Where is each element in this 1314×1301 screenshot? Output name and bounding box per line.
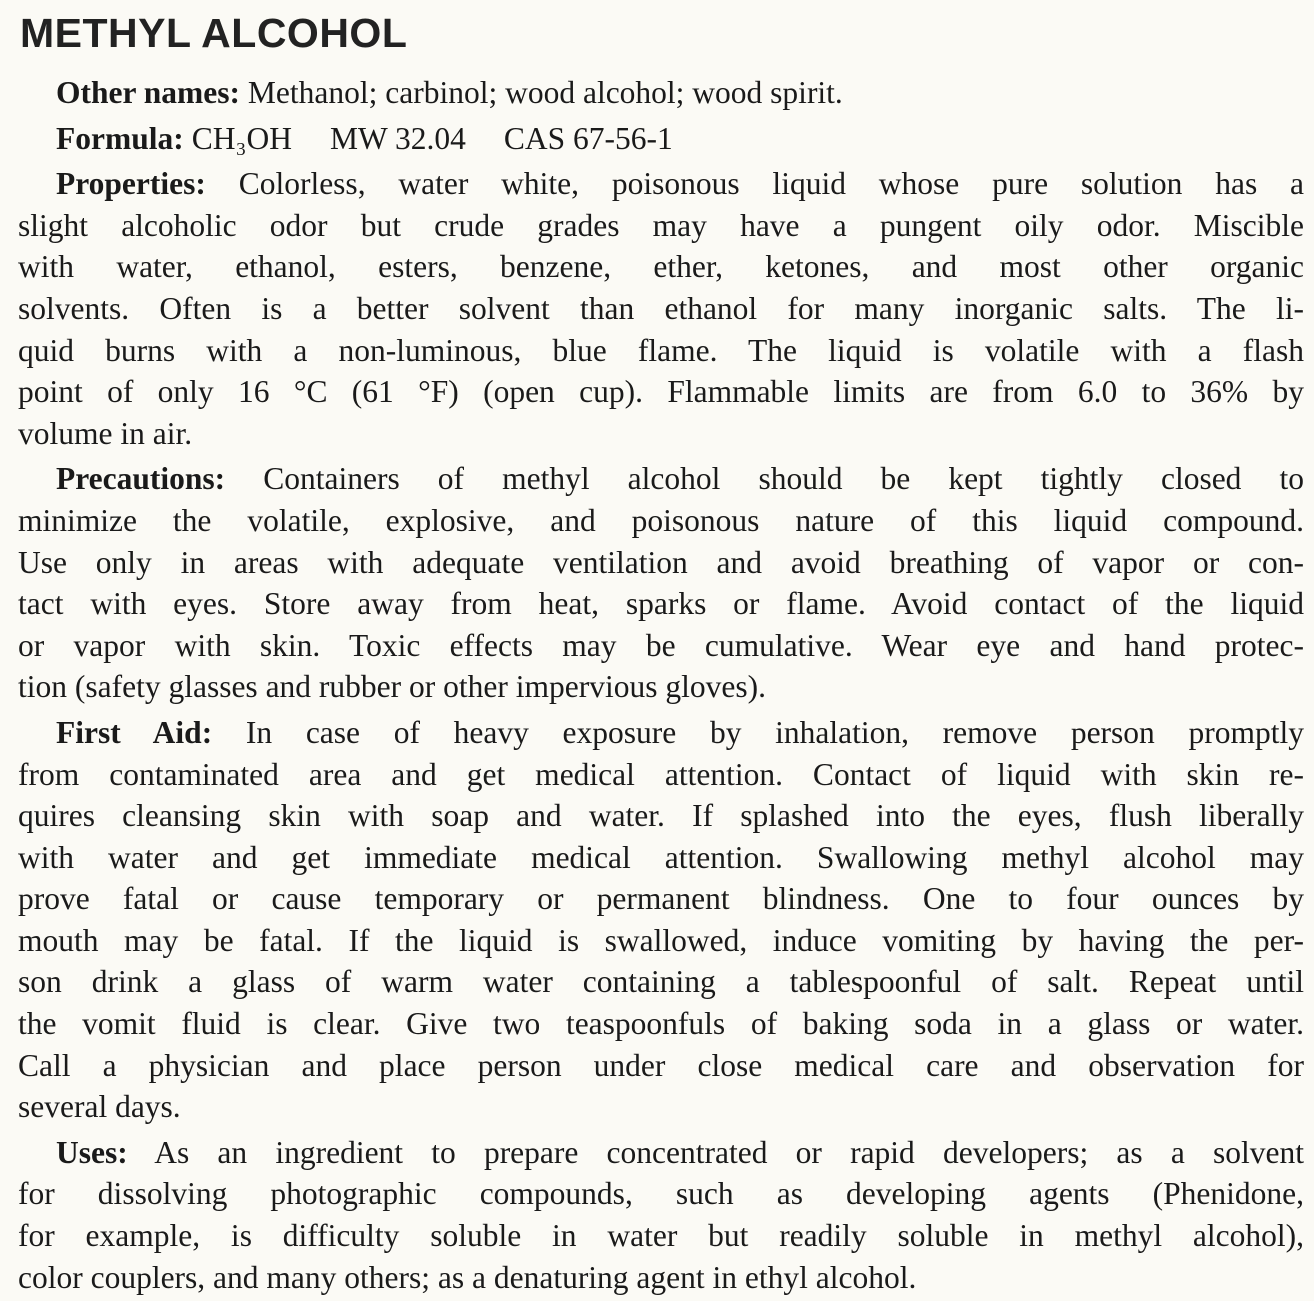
uses-paragraph xyxy=(18,1132,1304,1298)
other-names-label: Other names: xyxy=(56,75,241,110)
line-text: tion (safety glasses and rubber or other impervious gloves). xyxy=(18,669,766,705)
first-aid-label: First Aid: xyxy=(56,714,213,750)
line-text: color couplers, and many others; as a denaturing agent in ethyl alcohol. xyxy=(18,1259,917,1295)
text-line xyxy=(18,1173,1304,1215)
line-text: son drink a glass of warm water containing a tablespoonful of salt. Repeat until xyxy=(18,964,1304,1000)
line-text: prove fatal or cause temporary or permanent blindness. One to four ounces by xyxy=(18,881,1304,917)
line-text: Containers of methyl alcohol should be kept tightly closed to xyxy=(263,461,1305,497)
line-text: the vomit fluid is clear. Give two teaspoonfuls of baking soda in a glass or water. xyxy=(18,1006,1304,1042)
text-line xyxy=(18,458,1304,500)
other-names-paragraph xyxy=(18,72,1304,114)
cas-number: CAS 67-56-1 xyxy=(503,120,673,156)
text-line xyxy=(18,712,1304,754)
text-line xyxy=(18,920,1304,962)
text-line xyxy=(18,413,1304,455)
text-line xyxy=(18,500,1304,542)
first-aid-paragraph xyxy=(18,712,1304,1128)
line-text: from contaminated area and get medical attention. Contact of liquid with skin re- xyxy=(18,756,1304,792)
line-text: with water, ethanol, esters, benzene, ether, ketones, and most other organic xyxy=(18,249,1304,285)
precautions-paragraph xyxy=(18,458,1304,708)
text-line xyxy=(18,1003,1304,1045)
text-line xyxy=(18,330,1304,372)
properties-paragraph xyxy=(18,163,1304,454)
line-text: mouth may be fatal. If the liquid is swallowed, induce vomiting by having the per- xyxy=(18,922,1304,958)
text-line xyxy=(18,542,1304,584)
line-text: or vapor with skin. Toxic effects may be cumulative. Wear eye and hand protec- xyxy=(18,627,1304,663)
page-title: METHYL ALCOHOL xyxy=(20,10,408,56)
precautions-label: Precautions: xyxy=(56,461,226,497)
uses-label: Uses: xyxy=(56,1134,128,1170)
text-line xyxy=(18,878,1304,920)
line-text: for dissolving photographic compounds, such as developing agents (Phenidone, xyxy=(18,1176,1304,1212)
line-text: As an ingredient to prepare concentrated or rapid developers; as a solvent xyxy=(154,1134,1304,1170)
line-text: Use only in areas with adequate ventilation and avoid breathing of vapor or con- xyxy=(18,544,1304,580)
line-text: several days. xyxy=(18,1089,181,1125)
text-line xyxy=(18,1257,1304,1299)
properties-label: Properties: xyxy=(56,166,206,202)
line-text: tact with eyes. Store away from heat, sparks or flame. Avoid contact of the liquid xyxy=(18,586,1304,622)
text-line xyxy=(18,1045,1304,1087)
line-text: solvents. Often is a better solvent than ethanol for many inorganic salts. The li- xyxy=(18,290,1304,326)
text-line xyxy=(18,371,1304,413)
text-line xyxy=(18,288,1304,330)
text-line xyxy=(18,795,1304,837)
line-text: Call a physician and place person under close medical care and observation for xyxy=(18,1047,1304,1083)
line-text: In case of heavy exposure by inhalation, remove person promptly xyxy=(245,714,1304,750)
text-line xyxy=(18,583,1304,625)
line-text: quid burns with a non-luminous, blue flame. The liquid is volatile with a flash xyxy=(18,332,1304,368)
line-text: Colorless, water white, poisonous liquid whose pure solution has a xyxy=(238,166,1305,202)
text-line xyxy=(18,1132,1304,1174)
text-line xyxy=(18,961,1304,1003)
text-line xyxy=(18,666,1304,708)
text-line xyxy=(18,163,1304,205)
text-line xyxy=(18,837,1304,879)
text-line xyxy=(18,1215,1304,1257)
formula-label: Formula: xyxy=(56,120,184,156)
line-text: minimize the volatile, explosive, and poisonous nature of this liquid compound. xyxy=(18,502,1304,538)
text-line xyxy=(18,205,1304,247)
line-text: for example, is difficulty soluble in water but readily soluble in methyl alcohol), xyxy=(18,1218,1304,1254)
text-line xyxy=(18,754,1304,796)
formula-paragraph xyxy=(18,118,1304,160)
line-text: with water and get immediate medical attention. Swallowing methyl alcohol may xyxy=(18,839,1304,875)
line-text: point of only 16 °C (61 °F) (open cup). Flammable limits are from 6.0 to 36% by xyxy=(18,374,1304,410)
line-text: slight alcoholic odor but crude grades may have a pungent oily odor. Miscible xyxy=(18,207,1304,243)
text-line xyxy=(18,625,1304,667)
molecular-weight: MW 32.04 xyxy=(329,120,466,156)
line-text: volume in air. xyxy=(18,415,193,451)
text-line xyxy=(18,1086,1304,1128)
formula-value: CH₃OH xyxy=(191,120,292,156)
document-body xyxy=(18,72,1304,1298)
other-names-text: Methanol; carbinol; wood alcohol; wood spirit. xyxy=(247,75,843,110)
text-line xyxy=(18,246,1304,288)
line-text: quires cleansing skin with soap and water. If splashed into the eyes, flush liberally xyxy=(18,798,1304,834)
